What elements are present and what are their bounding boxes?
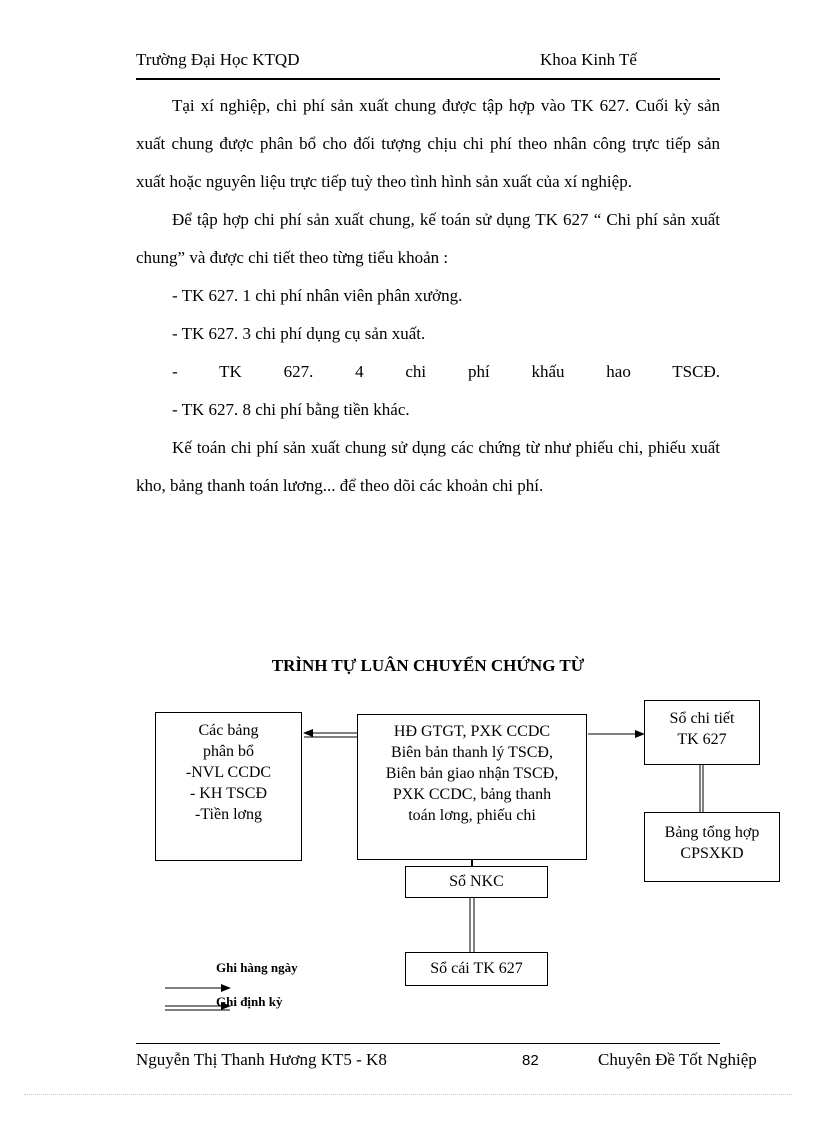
list-item: - TK 627. 8 chi phí bằng tiền khác. [172,400,410,419]
diagram-title: TRÌNH TỰ LUÂN CHUYỂN CHỨNG TỪ [271,656,585,675]
general-ledger-box [405,952,548,986]
box-line: Các bảng [198,722,259,739]
box-line: Biên bản giao nhận TSCĐ, [385,765,559,782]
box-line: Sổ cái TK 627 [430,960,523,977]
box-line: -Tiền lơng [195,806,262,823]
paragraph-2: Để tập hợp chi phí sản xuất chung, kế toán sử dụng TK 627 “ Chi phí sản xuất chung” và được chi tiết theo từng tiểu khoản : [136,210,720,267]
box-line: Sổ chi tiết [669,710,735,727]
box-line: PXK CCDC, bảng thanh [392,786,552,803]
paragraph-1: Tại xí nghiệp, chi phí sản xuất chung được tập hợp vào TK 627. Cuối kỳ sản xuất chung được phân bổ cho đối tượng chịu chi phí theo nhân công trực tiếp sản xuất hoặc nguyên liệu trực tiếp tuỳ theo tình hình sản xuất của xí nghiệp. [136,96,720,191]
summary-table-box [644,812,780,882]
allocation-tables-box [155,712,302,861]
list-item: - TK 627. 4 chi phí khấu hao TSCĐ. [172,362,720,381]
box-line: toán lơng, phiếu chi [408,807,536,824]
box-line: Biên bản thanh lý TSCĐ, [391,744,553,761]
detail-ledger-box [644,700,760,765]
header-faculty: Khoa Kinh Tế [540,50,637,69]
box-line: phân bổ [202,743,255,760]
legend-periodic-label: Ghi định kỳ [216,994,283,1009]
paragraph-3: Kế toán chi phí sản xuất chung sử dụng các chứng từ như phiếu chi, phiếu xuất kho, bảng thanh toán lương... để theo dõi các khoản chi phí. [136,438,720,495]
list-item: - TK 627. 1 chi phí nhân viên phân xưởng. [172,286,463,305]
footer-thesis-title: Chuyên Đề Tốt Nghiệp [598,1050,757,1069]
legend-daily-label: Ghi hàng ngày [216,960,298,975]
page-bottom-dotted-line [24,1094,792,1095]
footer-divider [136,1043,720,1044]
footer-author: Nguyễn Thị Thanh Hương KT5 - K8 [136,1050,387,1069]
list-item: - TK 627. 3 chi phí dụng cụ sản xuất. [172,324,426,343]
box-line: - KH TSCĐ [189,785,268,802]
box-line: TK 627 [677,731,727,748]
general-journal-box [405,866,548,898]
source-documents-box [357,714,587,860]
header-school: Trường Đại Học KTQD [136,50,300,69]
box-line: -NVL CCDC [185,764,272,781]
box-line: HĐ GTGT, PXK CCDC [393,723,551,740]
box-line: Bảng tổng hợp [664,824,760,841]
box-line: CPSXKD [680,845,744,862]
box-line: Sổ NKC [449,873,504,890]
page-number: 82 [522,1052,539,1069]
